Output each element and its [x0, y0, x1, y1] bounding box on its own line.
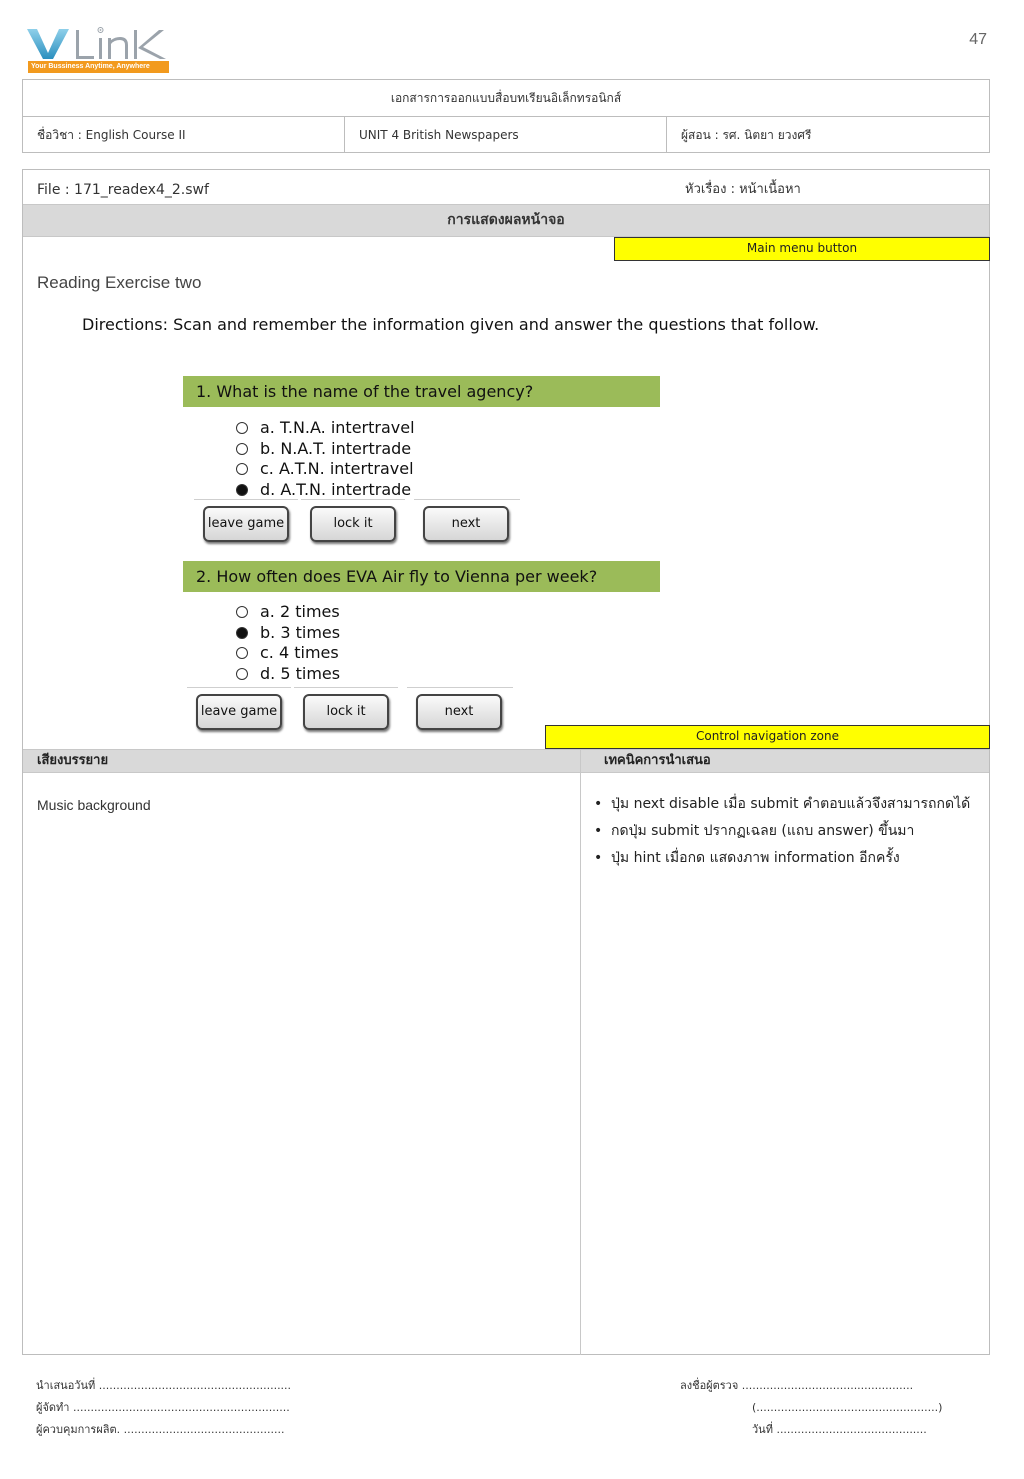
option-label: c. A.T.N. intertravel	[260, 459, 414, 479]
list-item	[594, 792, 970, 819]
option-radio-selected[interactable]	[236, 623, 340, 644]
lock-it-button[interactable]: lock it	[303, 694, 389, 730]
column-divider	[580, 749, 581, 1355]
list-item	[594, 846, 970, 873]
file-row	[23, 170, 989, 204]
divider-line	[194, 499, 298, 500]
question-1-buttons	[194, 499, 524, 543]
radio-empty-icon[interactable]	[236, 606, 248, 618]
option-radio[interactable]	[236, 643, 340, 664]
option-radio-selected[interactable]	[236, 480, 415, 501]
reviewer-name: (....................................................)	[752, 1401, 943, 1414]
question-1-bar: 1. What is the name of the travel agency?	[183, 376, 660, 407]
narration-text: Music background	[37, 797, 151, 813]
file-name: File : 171_readex4_2.swf	[37, 182, 209, 198]
bullet-icon: •	[594, 796, 603, 812]
option-label: d. 5 times	[260, 663, 341, 683]
display-section-header: การแสดงผลหน้าจอ	[23, 204, 989, 237]
option-radio[interactable]	[236, 459, 415, 480]
topic-label: หัวเรื่อง : หน้าเนื้อหา	[685, 182, 801, 197]
page-number: 47	[969, 31, 987, 48]
technique-text: ปุ่ม next disable เมื่อ submit คำตอบแล้วจึงสามารถกดได้	[611, 796, 971, 812]
header-info-row	[23, 117, 989, 153]
divider-line	[407, 687, 513, 688]
footer-left	[36, 1375, 291, 1441]
document-header	[22, 79, 990, 153]
bullet-icon: •	[594, 823, 603, 839]
option-label: b. 3 times	[260, 622, 341, 642]
radio-empty-icon[interactable]	[236, 647, 248, 659]
bullet-icon: •	[594, 850, 603, 866]
screen-preview	[23, 237, 989, 749]
instructor-name: ผู้สอน : รศ. นิตยา ยวงศรี	[681, 128, 812, 142]
logo-tagline: Your Bussiness Anytime, Anywhere	[28, 61, 169, 73]
divider-line	[294, 687, 398, 688]
radio-filled-icon[interactable]	[236, 484, 248, 496]
prepared-by: ผู้จัดทำ ..............................................................	[36, 1401, 290, 1414]
radio-empty-icon[interactable]	[236, 463, 248, 475]
course-name: ชื่อวิชา : English Course II	[23, 117, 345, 153]
question-2-options	[236, 602, 340, 684]
divider-line	[414, 499, 520, 500]
lock-it-button[interactable]: lock it	[310, 506, 396, 542]
control-navigation-zone[interactable]: Control navigation zone	[545, 725, 990, 749]
main-menu-button[interactable]: Main menu button	[614, 237, 990, 261]
option-label: c. 4 times	[260, 643, 339, 663]
option-radio[interactable]	[236, 439, 415, 460]
storyboard-panel	[22, 169, 990, 1355]
vlink-logo	[26, 26, 171, 76]
leave-game-button[interactable]: leave game	[196, 694, 282, 730]
option-radio[interactable]	[236, 418, 415, 439]
production-supervisor: ผู้ควบคุมการผลิต. ..............................................	[36, 1423, 285, 1436]
question-2-buttons	[187, 687, 517, 731]
review-date: วันที่ ...........................................	[752, 1423, 927, 1436]
logo-wordmark-graphic	[26, 26, 168, 60]
radio-empty-icon[interactable]	[236, 443, 248, 455]
reading-title: Reading Exercise two	[37, 273, 202, 292]
logo-wordmark	[26, 26, 168, 60]
presented-date: นำเสนอวันที่ .......................................................	[36, 1379, 292, 1392]
question-1-options	[236, 418, 415, 500]
divider-line	[301, 499, 405, 500]
technique-list	[594, 792, 970, 873]
option-label: a. T.N.A. intertravel	[260, 418, 415, 438]
directions-text: Directions: Scan and remember the information given and answer the questions that follow.	[82, 315, 820, 334]
radio-empty-icon[interactable]	[236, 422, 248, 434]
radio-filled-icon[interactable]	[236, 627, 248, 639]
leave-game-button[interactable]: leave game	[203, 506, 289, 542]
option-radio[interactable]	[236, 664, 340, 685]
unit-name: UNIT 4 British Newspapers	[345, 117, 667, 153]
option-label: b. N.A.T. intertrade	[260, 438, 412, 458]
radio-empty-icon[interactable]	[236, 668, 248, 680]
technique-text: ปุ่ม hint เมื่อกด แสดงภาพ information อีกครั้ง	[611, 850, 900, 866]
question-2-bar: 2. How often does EVA Air fly to Vienna per week?	[183, 561, 660, 592]
reviewer-signature: ลงชื่อผู้ตรวจ .................................................	[680, 1379, 914, 1392]
doc-title: เอกสารการออกแบบสื่อบทเรียนอิเล็กทรอนิกส์	[23, 80, 989, 117]
next-button[interactable]: next	[416, 694, 502, 730]
technique-text: กดปุ่ม submit ปรากฏเฉลย (แถบ answer) ขึ้นมา	[611, 823, 915, 839]
option-radio[interactable]	[236, 602, 340, 623]
footer-right	[680, 1375, 942, 1441]
lower-section-header	[23, 749, 989, 773]
option-label: d. A.T.N. intertrade	[260, 479, 412, 499]
list-item	[594, 819, 970, 846]
technique-header: เทคนิคการนำเสนอ	[604, 753, 711, 768]
next-button[interactable]: next	[423, 506, 509, 542]
divider-line	[187, 687, 291, 688]
narration-header: เสียงบรรยาย	[37, 753, 109, 768]
option-label: a. 2 times	[260, 602, 340, 622]
